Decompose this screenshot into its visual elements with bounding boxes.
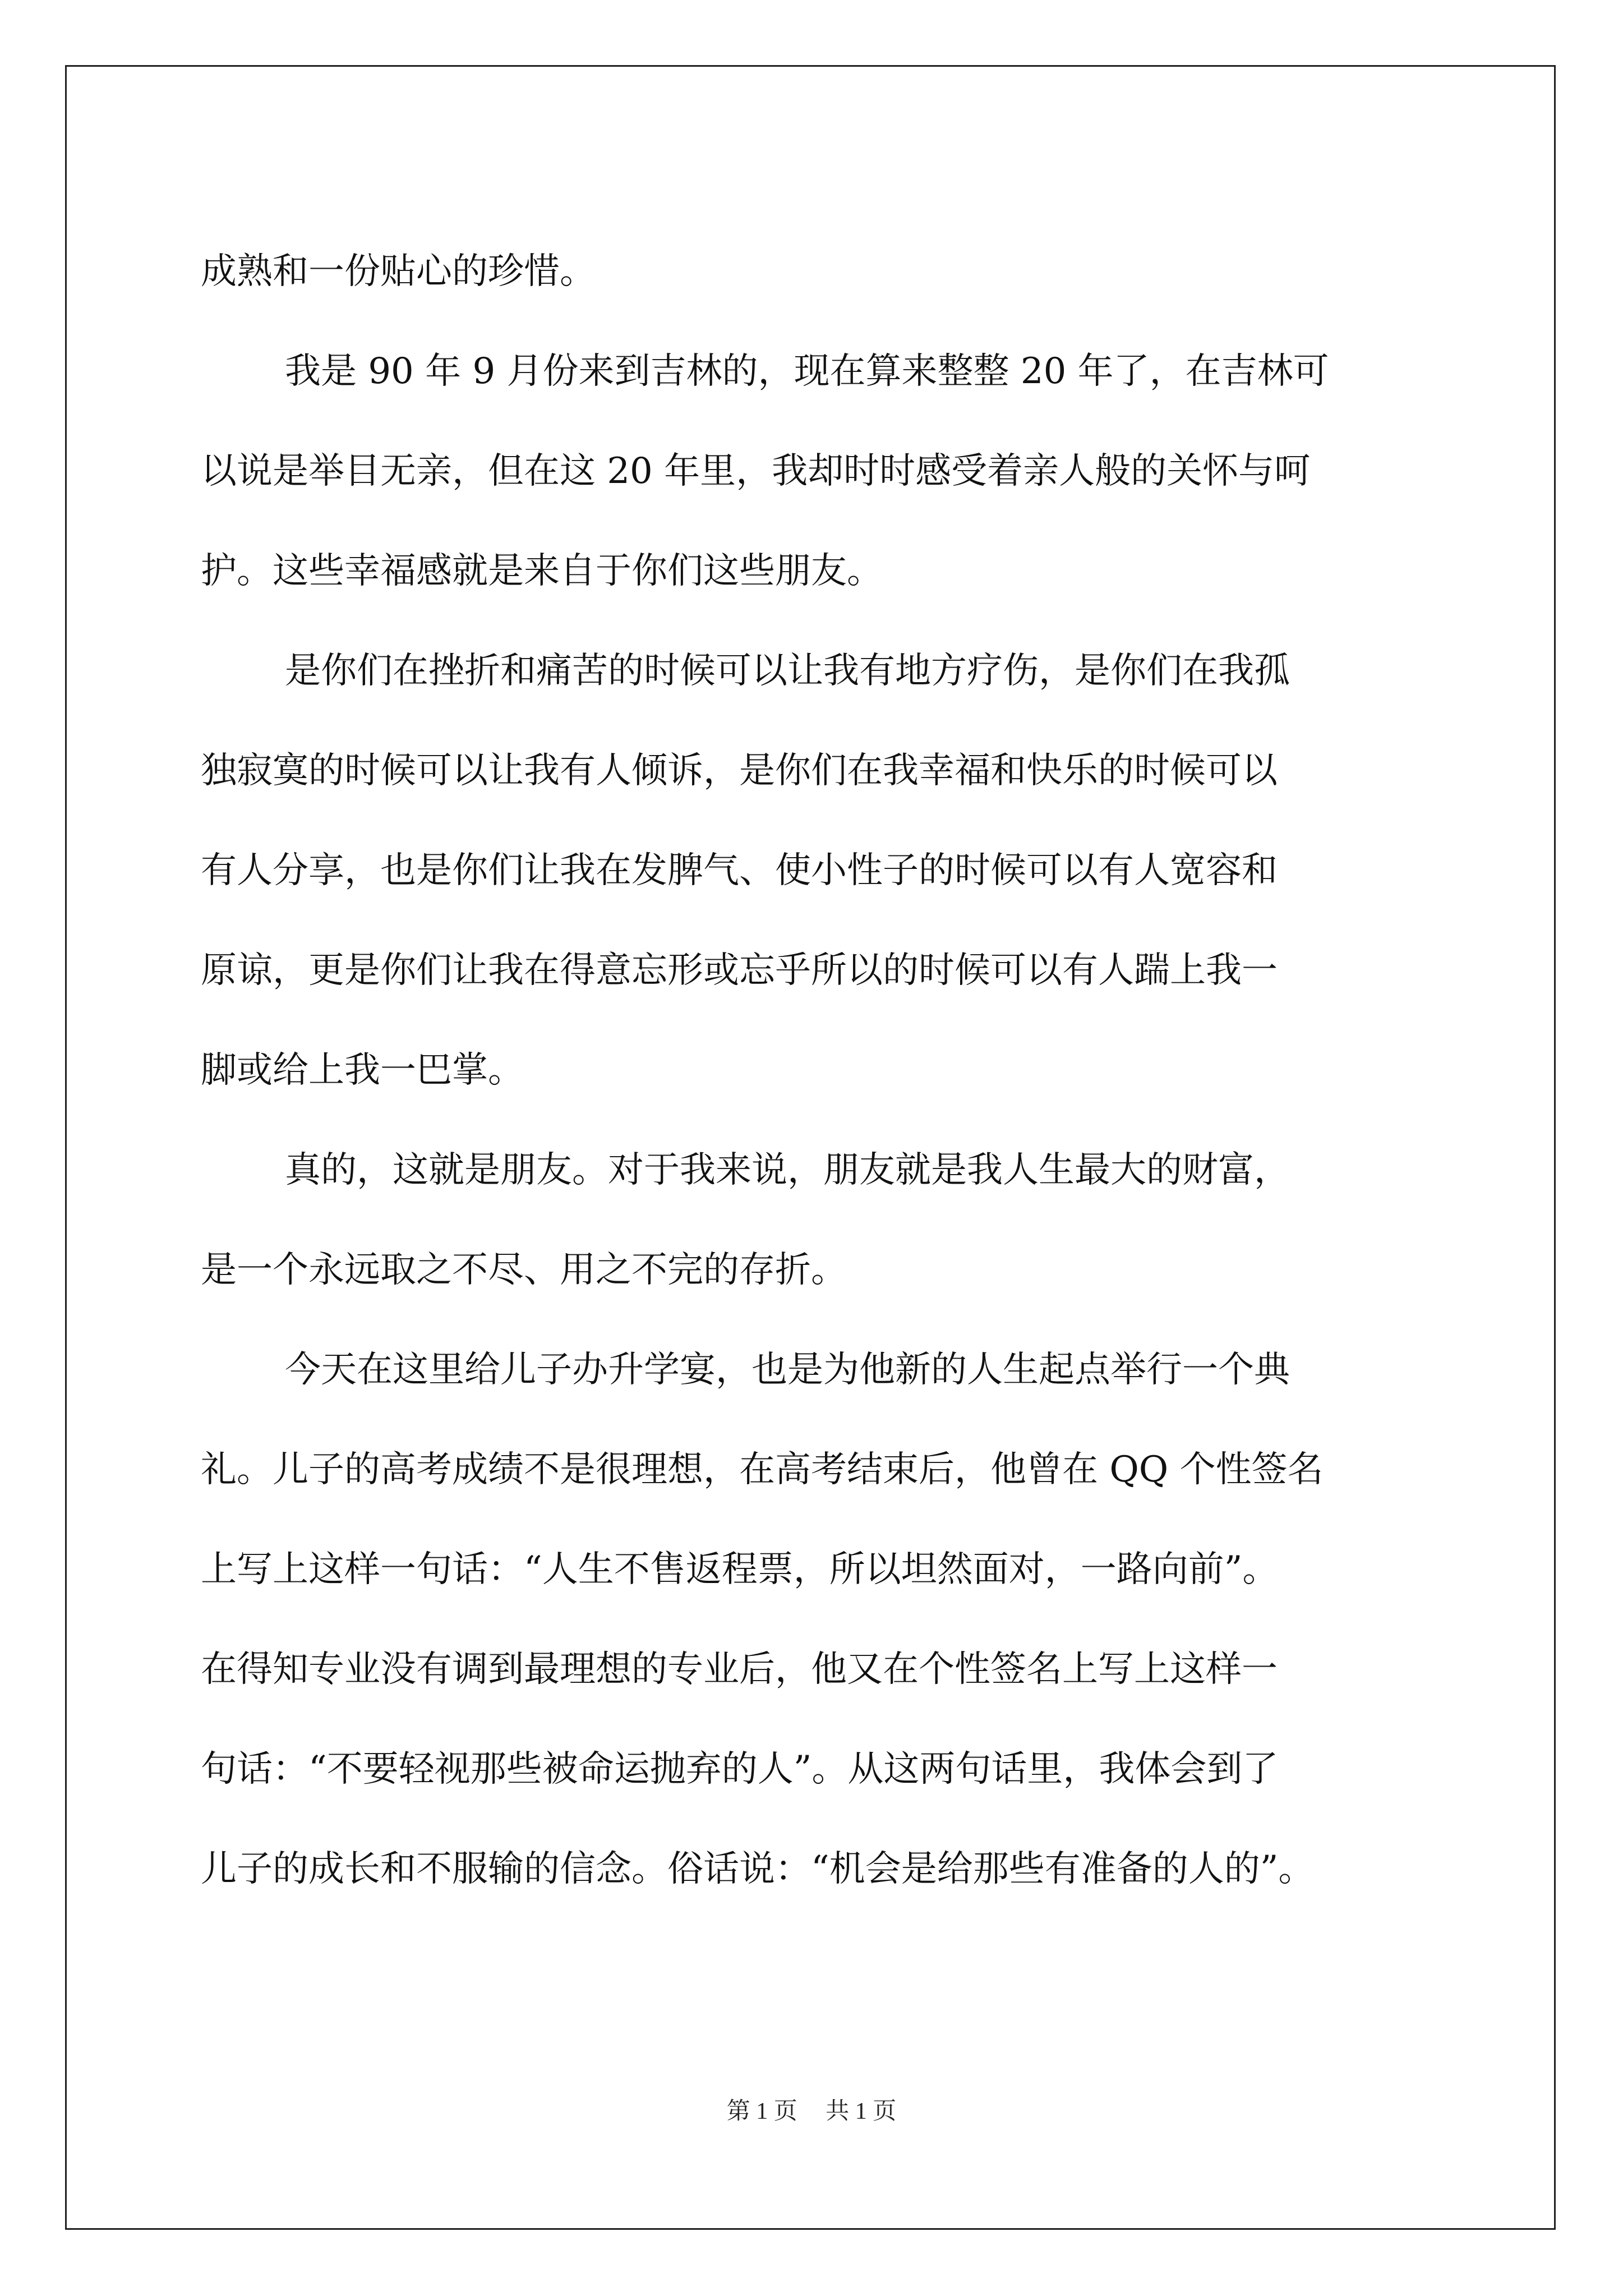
text-line: 上写上这样一句话：“人生不售返程票，所以坦然面对，一路向前”。 xyxy=(201,1549,1279,1590)
text-line: 有人分享，也是你们让我在发脾气、使小性子的时候可以有人宽容和 xyxy=(201,850,1278,891)
text-line: 礼。儿子的高考成绩不是很理想，在高考结束后，他曾在 QQ 个性签名 xyxy=(201,1449,1324,1490)
text-line: 以说是举目无亲，但在这 20 年里，我却时时感受着亲人般的关怀与呵 xyxy=(201,450,1311,492)
text-line: 是你们在挫折和痛苦的时候可以让我有地方疗伤，是你们在我孤 xyxy=(285,650,1290,692)
text-line: 护。这些幸福感就是来自于你们这些朋友。 xyxy=(201,550,883,592)
text-line: 是一个永远取之不尽、用之不完的存折。 xyxy=(201,1249,847,1291)
page-number-total: 共 1 页 xyxy=(826,2099,897,2124)
text-line: 真的，这就是朋友。对于我来说，朋友就是我人生最大的财富， xyxy=(285,1149,1290,1191)
page-footer xyxy=(0,2092,1623,2126)
text-line: 在得知专业没有调到最理想的专业后，他又在个性签名上写上这样一 xyxy=(201,1649,1278,1690)
text-line: 句话：“不要轻视那些被命运抛弃的人”。从这两句话里，我体会到了 xyxy=(201,1749,1279,1790)
document-body xyxy=(201,222,1429,1919)
text-line: 脚或给上我一巴掌。 xyxy=(201,1050,524,1091)
text-line: 成熟和一份贴心的珍惜。 xyxy=(201,251,596,292)
text-line: 儿子的成长和不服输的信念。俗话说：“机会是给那些有准备的人的”。 xyxy=(201,1848,1315,1890)
text-line: 今天在这里给儿子办升学宴，也是为他新的人生起点举行一个典 xyxy=(285,1349,1290,1391)
text-line: 独寂寞的时候可以让我有人倾诉，是你们在我幸福和快乐的时候可以 xyxy=(201,750,1278,792)
page-number-current: 第 1 页 xyxy=(726,2099,797,2124)
text-line: 我是 90 年 9 月份来到吉林的，现在算来整整 20 年了，在吉林可 xyxy=(285,351,1329,392)
text-line: 原谅，更是你们让我在得意忘形或忘乎所以的时候可以有人踹上我一 xyxy=(201,950,1278,991)
